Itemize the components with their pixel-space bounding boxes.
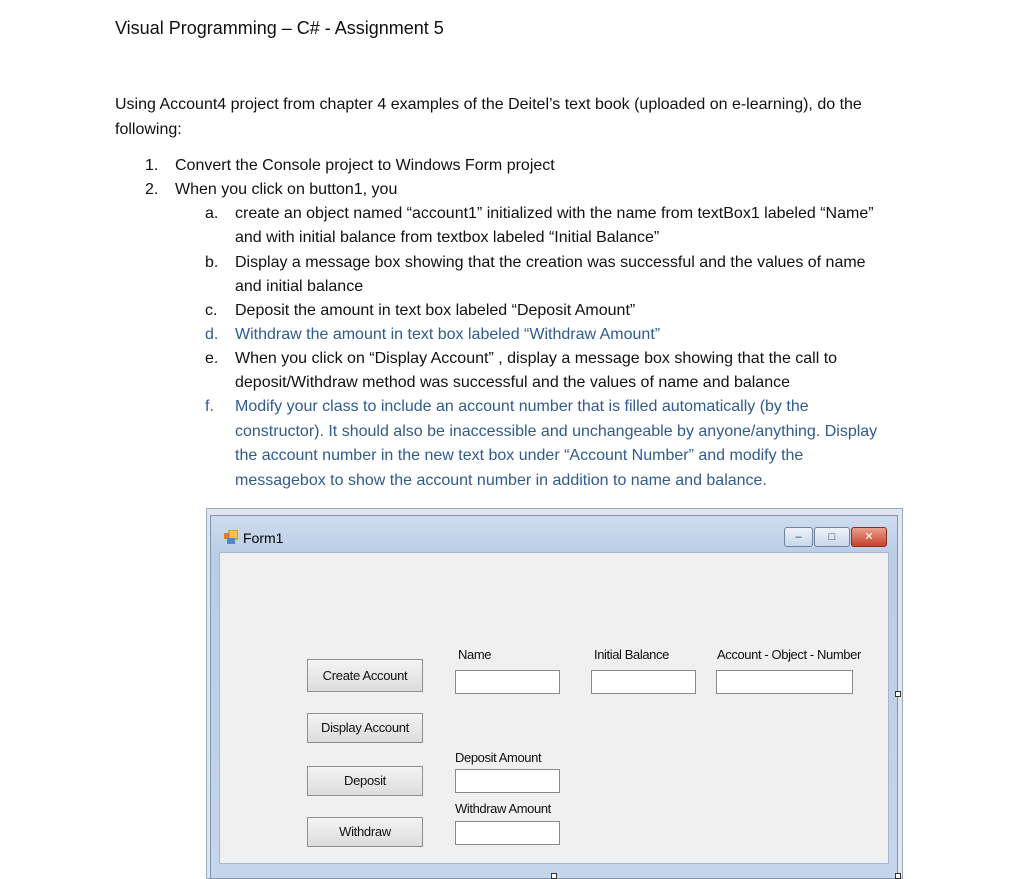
document-title: Visual Programming – C# - Assignment 5	[115, 18, 444, 38]
minimize-button[interactable]: –	[784, 527, 813, 547]
intro-paragraph: Using Account4 project from chapter 4 examples of the Deitel’s text book (uploaded on e-learning), do the following:	[115, 96, 862, 138]
sublist-label: a.	[205, 205, 219, 222]
sublist-label: d.	[205, 326, 219, 343]
initial-balance-label: Initial Balance	[594, 647, 669, 662]
withdraw-amount-label: Withdraw Amount	[455, 801, 551, 816]
sublist-label: c.	[205, 302, 218, 319]
sublist-text: Modify your class to include an account number that is filled automatically (by the constructor). It should also be inaccessible and unchangeable by anyone/anything. Display the account number in the new text box under “Account Number” and modify the messagebox to show the account number in addition to name and balance.	[235, 398, 878, 489]
close-button[interactable]: ✕	[851, 527, 887, 547]
sublist-text: Display a message box showing that the creation was successful and the values of name and initial balance	[235, 254, 866, 295]
list-number: 2.	[145, 181, 159, 198]
list-item	[145, 178, 845, 202]
deposit-amount-input[interactable]	[455, 769, 560, 793]
form-icon	[224, 530, 238, 544]
initial-balance-input[interactable]	[591, 670, 696, 694]
sublist-label: e.	[205, 350, 219, 367]
list-text: Convert the Console project to Windows Form project	[175, 157, 555, 174]
sublist-text: Withdraw the amount in text box labeled “Withdraw Amount”	[235, 326, 661, 343]
sublist-text: Deposit the amount in text box labeled “Deposit Amount”	[235, 302, 636, 319]
withdraw-amount-input[interactable]	[455, 821, 560, 845]
sublist-label: f.	[205, 398, 214, 415]
name-label: Name	[458, 647, 492, 662]
account-number-label: Account - Object - Number	[717, 647, 861, 662]
account-number-input[interactable]	[716, 670, 853, 694]
resize-handle[interactable]	[551, 873, 557, 879]
sublist-label: b.	[205, 254, 219, 271]
resize-handle[interactable]	[895, 691, 901, 697]
resize-handle[interactable]	[895, 873, 901, 879]
withdraw-button[interactable]: Withdraw	[307, 817, 423, 847]
display-account-button[interactable]: Display Account	[307, 713, 423, 743]
list-number: 1.	[145, 157, 159, 174]
sublist-text: When you click on “Display Account” , display a message box showing that the call to deposit/Withdraw method was successful and the values of name and balance	[235, 350, 838, 391]
sublist-text: create an object named “account1” initialized with the name from textBox1 labeled “Name” and with initial balance from textbox labeled “Initial Balance”	[235, 205, 874, 246]
list-text: When you click on button1, you	[175, 181, 398, 198]
deposit-amount-label: Deposit Amount	[455, 750, 542, 765]
create-account-button[interactable]: Create Account	[307, 659, 423, 692]
maximize-button[interactable]: □	[814, 527, 850, 547]
list-item	[145, 154, 845, 178]
name-input[interactable]	[455, 670, 560, 694]
deposit-button[interactable]: Deposit	[307, 766, 423, 796]
form-title: Form1	[243, 530, 284, 546]
